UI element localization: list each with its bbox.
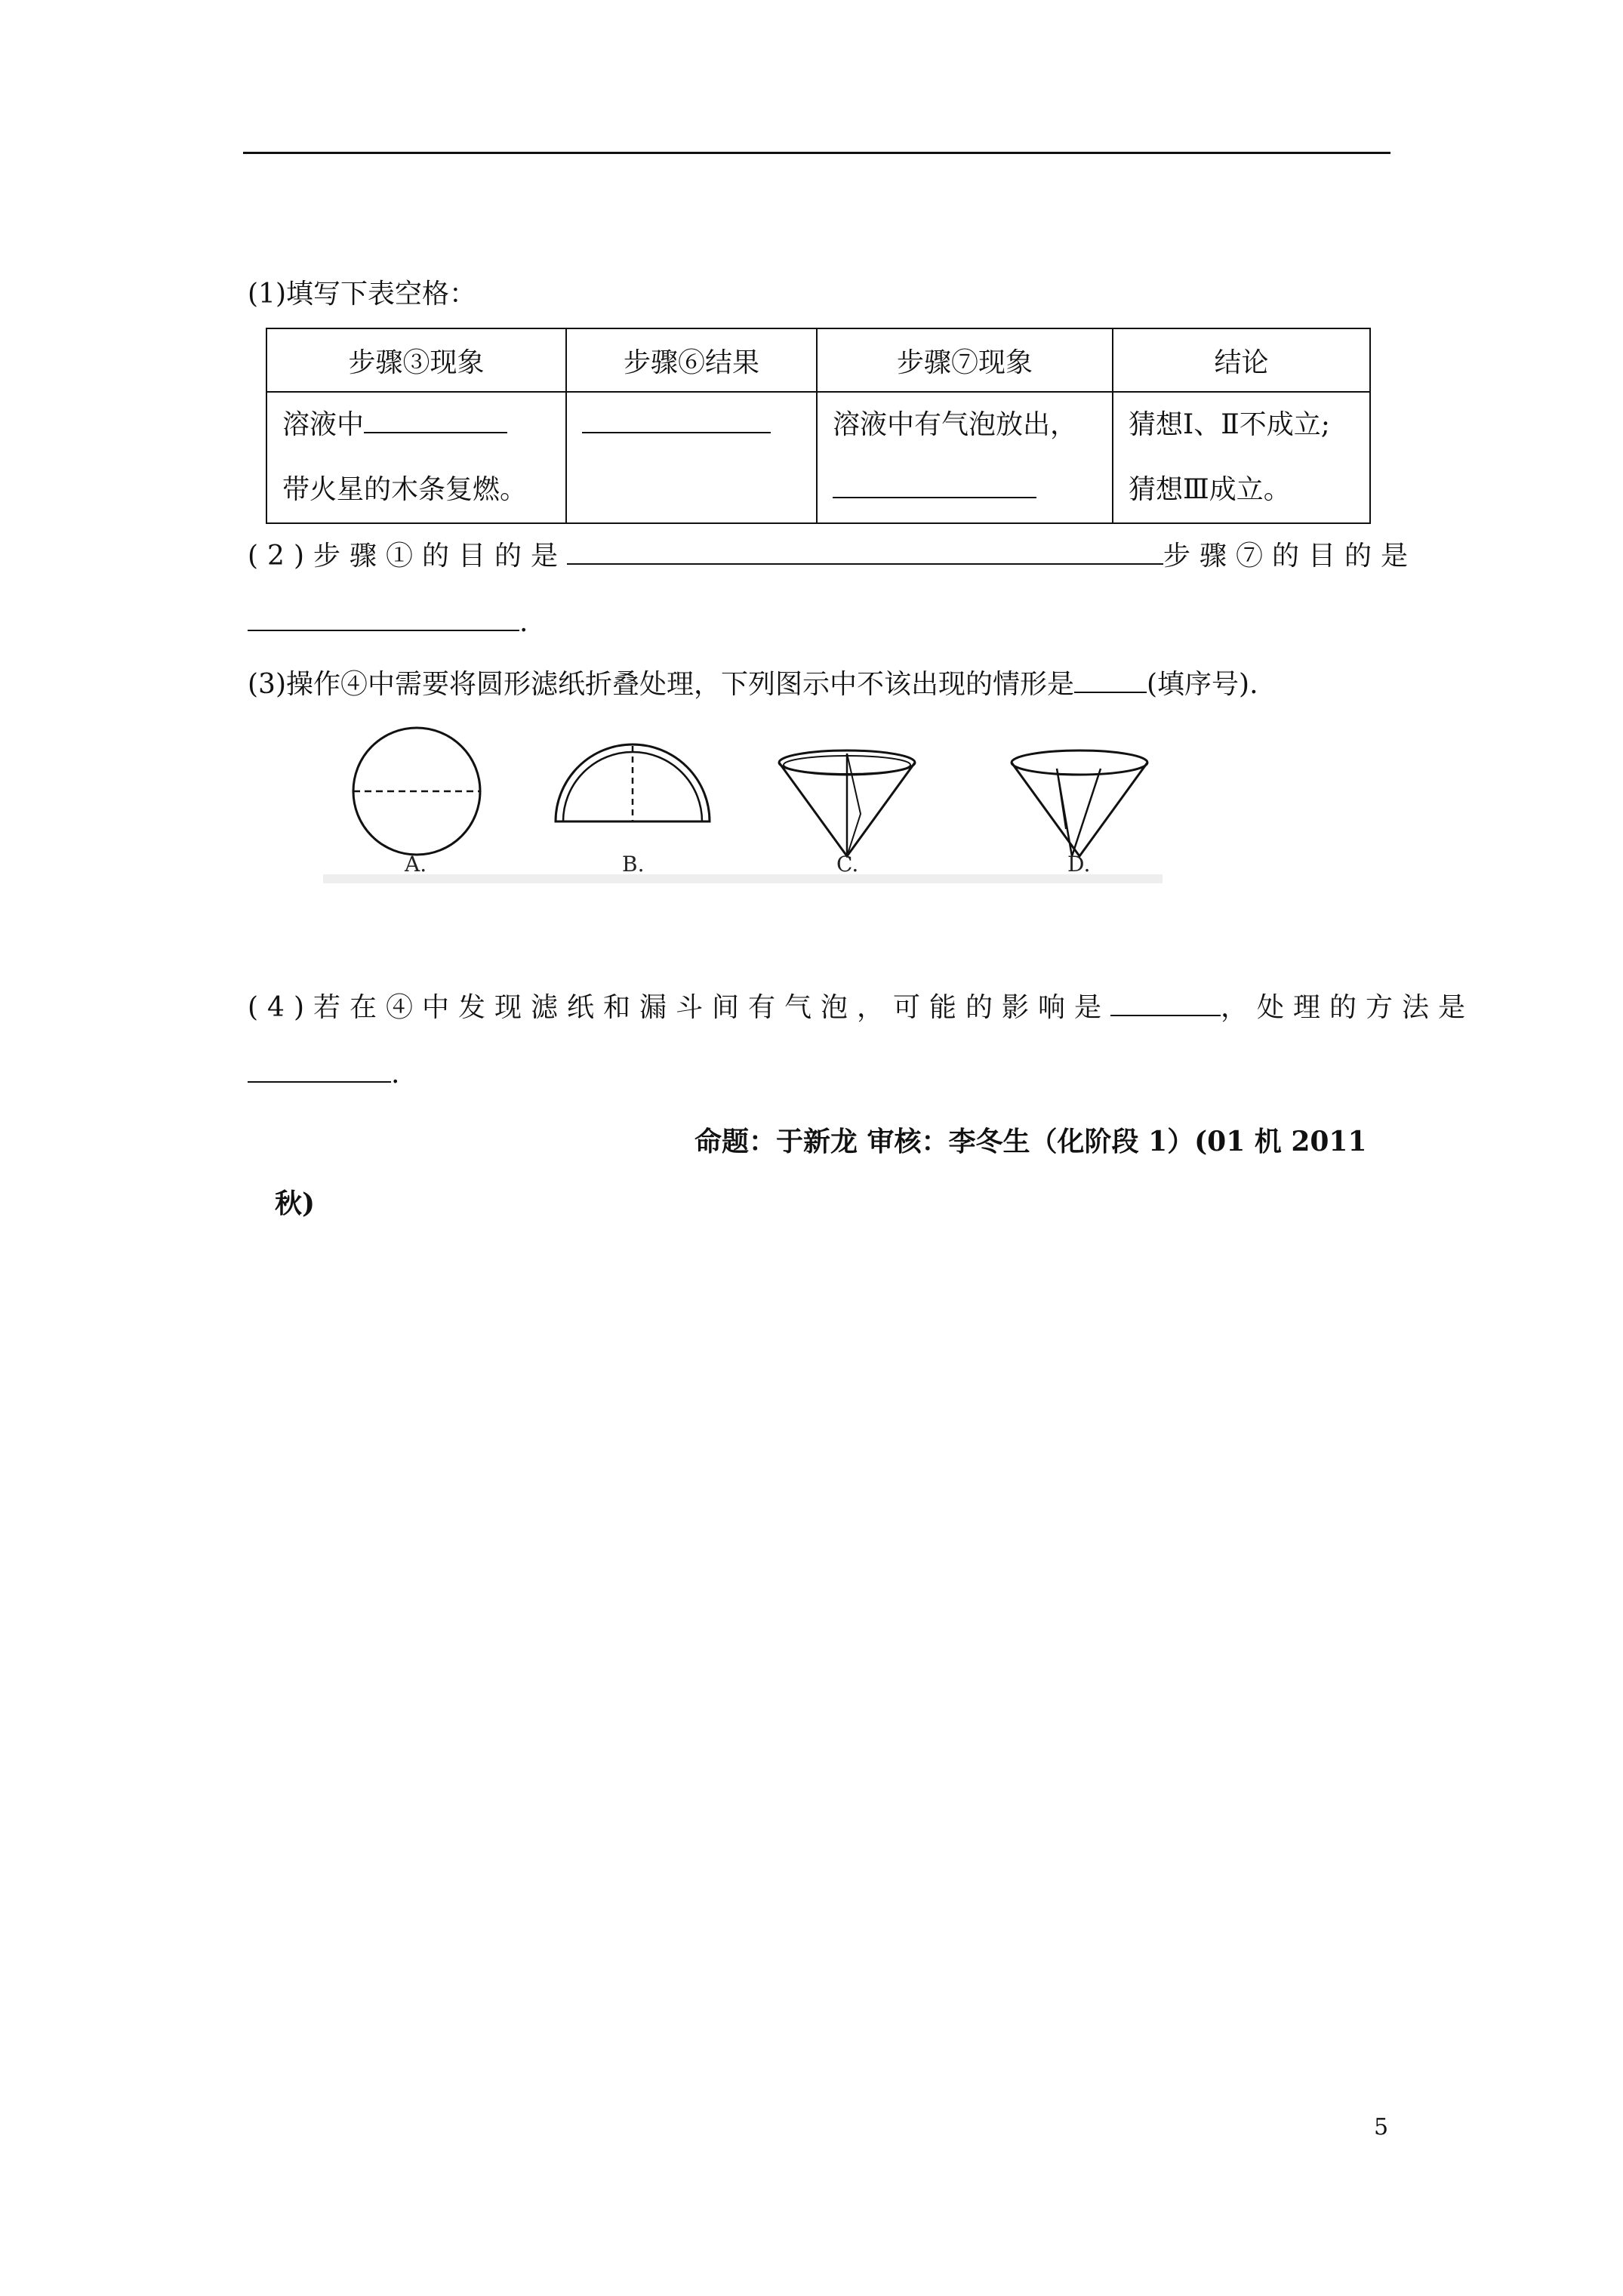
option-a-circle (353, 728, 480, 855)
table-row (266, 392, 1370, 523)
blank-step6[interactable] (582, 406, 771, 433)
q1-prompt: (1)填写下表空格： (248, 279, 476, 310)
header-step6: 步骤⑥结果 (566, 328, 817, 392)
option-b-semicircle (556, 744, 710, 821)
label-c: C. (836, 852, 859, 877)
blank-q2-step7[interactable] (248, 604, 519, 631)
header-step3: 步骤③现象 (266, 328, 566, 392)
header-conclusion: 结论 (1113, 328, 1370, 392)
q2-line1 (248, 538, 1417, 575)
page-number: 5 (1374, 2114, 1389, 2140)
option-c-cone (779, 750, 915, 856)
q4-line1 (248, 989, 1474, 1026)
header-rule (243, 152, 1390, 154)
q2-part2: 步骤⑦的目的是 (1163, 541, 1418, 572)
q2-end: . (519, 607, 528, 638)
cell-step6 (566, 392, 817, 523)
q4-part1: (4)若在④中发现滤纸和漏斗间有气泡，可能的影响是 (248, 992, 1110, 1023)
table-header-row (266, 328, 1370, 392)
option-d-cone (1012, 750, 1147, 856)
q4-line2 (248, 1056, 399, 1093)
filter-paper-figure (323, 723, 1163, 883)
cell-step7-line1: 溶液中有气泡放出， (833, 409, 1078, 440)
q2-line2 (248, 604, 528, 641)
blank-step3[interactable] (364, 406, 507, 433)
q3-text-after: (填序号). (1147, 669, 1258, 700)
cell-step3-line1: 溶液中 (282, 409, 365, 440)
figure-bottom-band (323, 874, 1163, 883)
blank-q4-method[interactable] (248, 1056, 391, 1083)
blank-q4-effect[interactable] (1110, 989, 1221, 1016)
label-d: D. (1067, 852, 1091, 877)
q3-text-before: (3)操作④中需要将圆形滤纸折叠处理，下列图示中不该出现的情形是 (248, 669, 1074, 700)
q4-part2: ，处理的方法是 (1221, 992, 1475, 1023)
answer-table (266, 328, 1371, 524)
blank-q3[interactable] (1074, 666, 1147, 693)
blank-q2-step1[interactable] (567, 538, 1163, 565)
header-step7: 步骤⑦现象 (817, 328, 1113, 392)
cell-conclusion (1113, 392, 1370, 523)
credit-line: 命题：于新龙 审核：李冬生（化阶段 1）(01 机 2011 (694, 1126, 1367, 1157)
blank-step7[interactable] (833, 471, 1036, 498)
cell-step3 (266, 392, 566, 523)
cell-step7 (817, 392, 1113, 523)
cell-conclusion-line1: 猜想Ⅰ、Ⅱ不成立; (1129, 409, 1330, 440)
q4-end: . (391, 1059, 400, 1089)
label-a: A. (405, 852, 427, 877)
cell-step3-line2: 带火星的木条复燃。 (282, 474, 528, 505)
cell-conclusion-line2: 猜想Ⅲ成立。 (1129, 474, 1291, 505)
label-b: B. (622, 852, 645, 877)
credit-line-cont: 秋) (275, 1188, 316, 1219)
q3-line (248, 666, 1258, 703)
q2-part1: (2)步骤①的目的是 (248, 541, 567, 572)
